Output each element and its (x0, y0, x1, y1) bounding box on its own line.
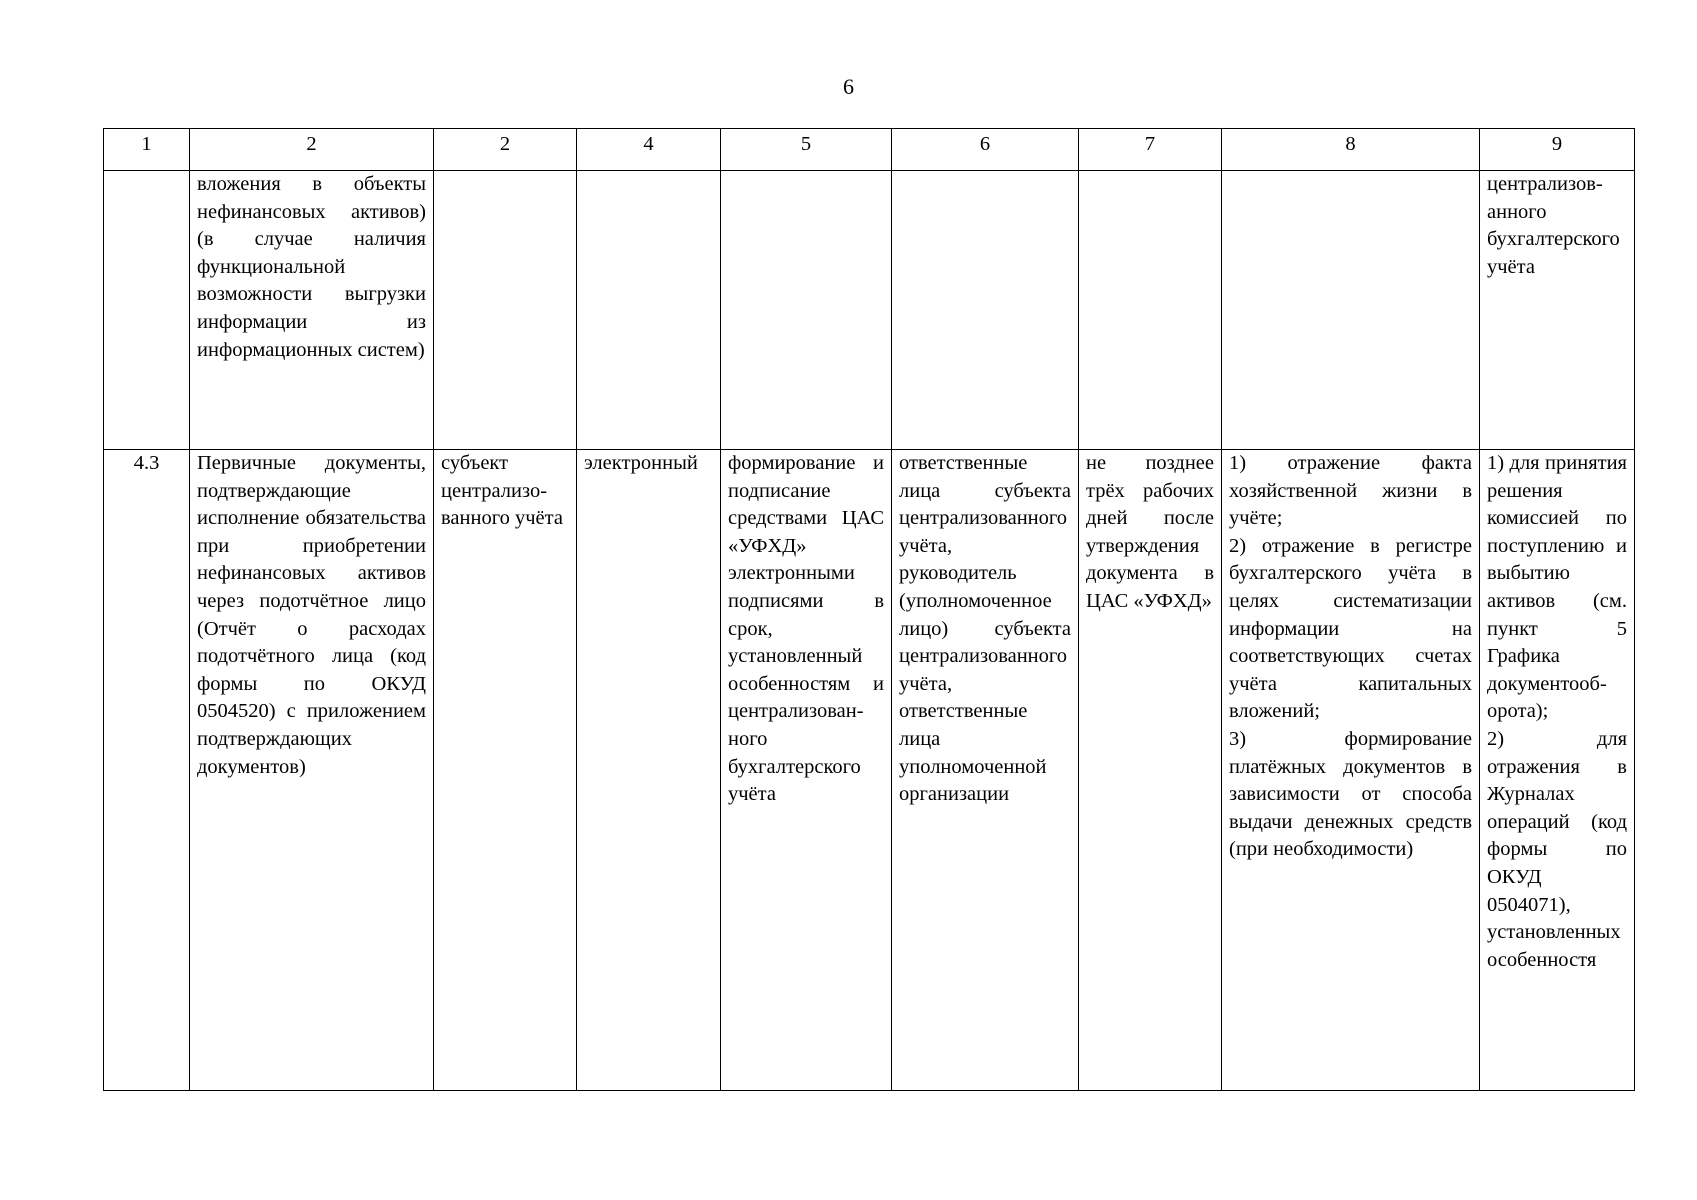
table-cell-document: Первичные документы, подтверждающие исполнение обязательства при приобретении нефинансовых активов через подотчётное лицо (Отчёт о расходах подотчётного лица (код формы по ОКУД 0504520) с приложением подтверждающих документов) (190, 450, 434, 1091)
column-header: 9 (1480, 129, 1635, 171)
table-cell-purpose: 1) отражение факта хозяйственной жизни в учёте; 2) отражение в регистре бухгалтерского учёта в целях систематизации информации на соответствующих счетах учёта капитальных вложений; 3) формирование платёжных документов в зависимости от способа выдачи денежных средств (при необходимости) (1222, 450, 1480, 1091)
column-header: 2 (190, 129, 434, 171)
table-cell-procedure (721, 171, 892, 450)
column-header: 6 (892, 129, 1079, 171)
column-header: 5 (721, 129, 892, 171)
table-row (104, 450, 1635, 1091)
page-number: 6 (843, 74, 854, 99)
table-cell-deadline (1079, 171, 1222, 450)
column-header: 8 (1222, 129, 1480, 171)
table-cell-responsible (892, 171, 1079, 450)
document-flow-table (103, 128, 1635, 1091)
column-header: 4 (577, 129, 721, 171)
table-cell-usage: централизованного бухгалтерского учёта (1480, 171, 1635, 450)
table-cell-number: 4.3 (104, 450, 190, 1091)
table-cell-usage: 1) для принятия решения комиссией по поступлению и выбытию активов (см. пункт 5 Графика документооборота); 2) для отражения в Журналах операций (код формы по ОКУД 0504071), установленных особенностя (1480, 450, 1635, 1091)
table-cell-format: электронный (577, 450, 721, 1091)
column-header: 2 (434, 129, 577, 171)
table-cell-creator: субъект централизованного учёта (434, 450, 577, 1091)
table-cell-deadline: не позднее трёх рабочих дней после утверждения документа в ЦАС «УФХД» (1079, 450, 1222, 1091)
table-cell-procedure: формирование и подписание средствами ЦАС «УФХД» электронными подписями в срок, установленный особенностям и централизованного бухгалтерского учёта (721, 450, 892, 1091)
table-cell-format (577, 171, 721, 450)
table-header-row (104, 129, 1635, 171)
table-cell-document: вложения в объекты нефинансовых активов) (в случае наличия функциональной возможности выгрузки информации из информационных систем) (190, 171, 434, 450)
column-header: 1 (104, 129, 190, 171)
table-cell-responsible: ответственные лица субъекта централизованного учёта, руководитель (уполномоченное лицо) субъекта централизованного учёта, ответственные лица уполномоченной организации (892, 450, 1079, 1091)
table-cell-purpose (1222, 171, 1480, 450)
table-row (104, 171, 1635, 450)
table-cell-number (104, 171, 190, 450)
table-cell-creator (434, 171, 577, 450)
column-header: 7 (1079, 129, 1222, 171)
